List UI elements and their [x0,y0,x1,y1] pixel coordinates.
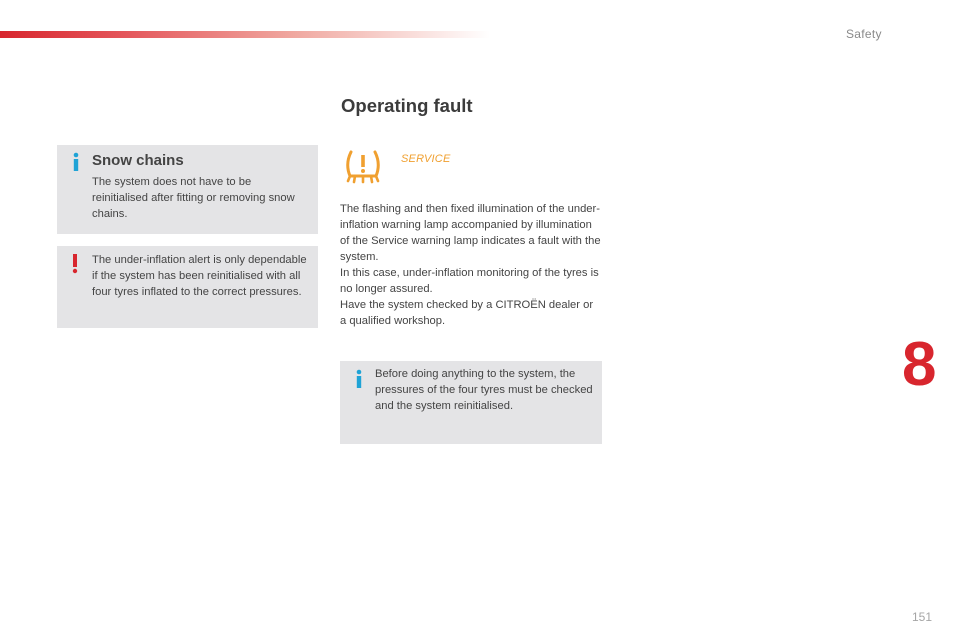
alert-note-box [57,246,318,328]
header-accent-bar [0,31,490,38]
operating-fault-text [340,201,602,329]
operating-fault-paragraph: Have the system checked by a CITROËN dealer or a qualified workshop. [340,299,594,327]
snow-chains-text: The system does not have to be reinitialised after fitting or removing snow chains. [92,176,295,220]
page-number: 151 [912,610,933,624]
service-warning-label: SERVICE [401,153,451,165]
info-icon [70,152,82,172]
before-doing-note-box [340,361,602,444]
operating-fault-heading: Operating fault [341,95,473,116]
tyre-pressure-warning-icon [343,148,383,188]
alert-note-text: The under-inflation alert is only dependable if the system has been reinitialised with all four tyres inflated to the correct pressures. [92,254,307,298]
snow-chains-title: Snow chains [92,152,184,169]
info-icon [353,369,365,389]
snow-chains-box [57,145,318,234]
section-title: Safety [846,27,882,41]
operating-fault-paragraph: The flashing and then fixed illumination of the under-inflation warning lamp accompanied by illumination of the Service warning lamp indicates a fault with the system. [340,203,601,263]
exclamation-icon [69,254,81,274]
chapter-number: 8 [902,330,937,399]
operating-fault-paragraph: In this case, under-inflation monitoring of the tyres is no longer assured. [340,267,599,295]
before-doing-note-text: Before doing anything to the system, the pressures of the four tyres must be checked and the system reinitialised. [375,368,593,412]
